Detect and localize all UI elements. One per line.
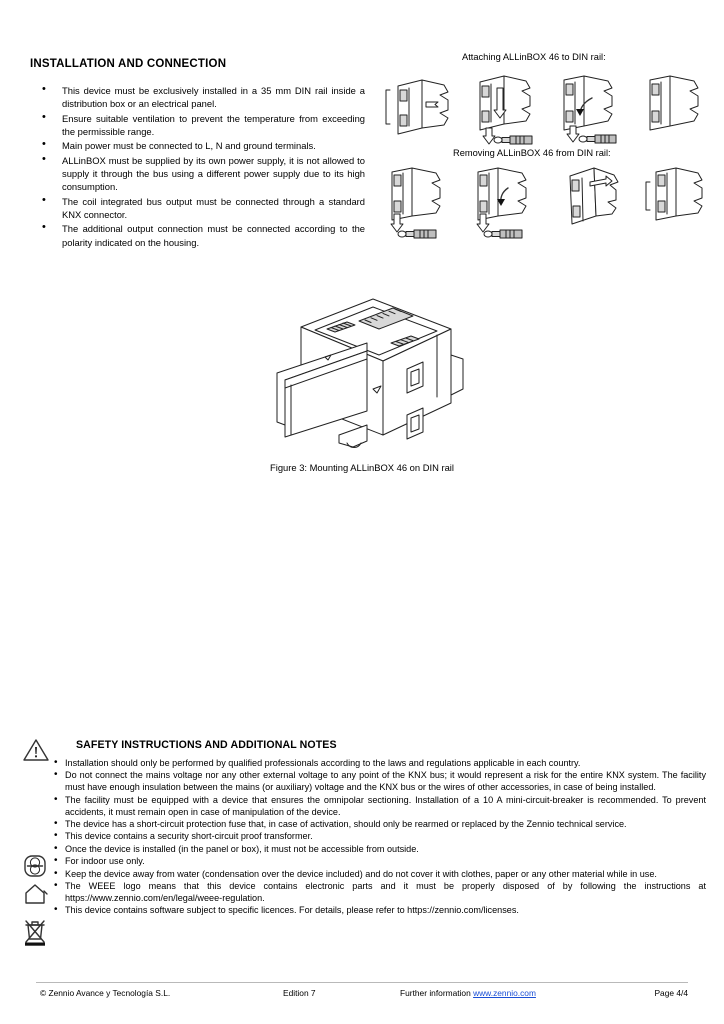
installation-bullet-list [30,84,365,250]
attach-step-3 [550,68,628,146]
list-item [54,905,706,917]
attach-step-4 [636,68,714,146]
footer-copyright: © Zennio Avance y Tecnología S.L. [40,988,171,998]
bullet-icon: • [54,830,58,842]
list-item-text: Installation should only be performed by qualified professionals according to the laws and regulations applicable in each country. [65,758,581,768]
bullet-icon: • [54,880,58,892]
list-item [54,770,706,794]
footer-further-information-label: Further information [400,988,471,998]
list-item [30,84,365,110]
list-item [54,881,706,905]
house-indoor-use-icon [22,883,48,905]
bullet-icon: • [54,867,58,879]
list-item [54,758,706,770]
attach-step-1 [378,68,456,146]
list-item-text: Once the device is installed (in the panel or box), it must not be accessible from outside. [65,843,419,854]
list-item-text: Keep the device away from water (condensation over the device included) and do not cover it with clothes, paper or any other material while in use. [65,868,657,879]
remove-step-1 [378,164,456,242]
bullet-icon: • [42,221,46,234]
bullet-icon: • [42,83,46,95]
bullet-icon: • [54,818,58,830]
bullet-icon: • [54,757,58,768]
list-item [30,139,365,152]
attach-diagram-caption: Attaching ALLinBOX 46 to DIN rail: [462,52,606,62]
list-item-text: Ensure suitable ventilation to prevent the temperature from exceeding the permissible range. [62,112,365,137]
attach-step-2 [464,68,542,146]
attach-diagram-row [378,68,718,146]
list-item-text: The coil integrated bus output must be connected through a standard KNX connector. [62,195,365,220]
footer-divider [36,982,688,983]
list-item [30,222,365,248]
list-item-text: This device must be exclusively installed in a 35 mm DIN rail inside a distribution box or an electrical panel. [62,85,365,110]
list-item [30,112,365,138]
bullet-icon: • [54,793,58,805]
footer-further-information [400,988,536,998]
safety-transformer-icon [22,854,48,878]
list-item [54,856,706,868]
din-rail-diagram-block [378,48,718,263]
list-item-text: For indoor use only. [65,856,145,867]
list-item [30,154,365,193]
list-item [54,844,706,856]
bullet-icon: • [54,842,58,854]
list-item [54,795,706,819]
bullet-icon: • [42,138,46,151]
remove-step-4 [636,164,714,242]
remove-diagram-row [378,164,718,242]
footer-edition: Edition 7 [283,988,316,998]
remove-step-2 [464,164,542,242]
footer-website-link[interactable]: www.zennio.com [473,988,536,998]
bullet-icon: • [42,152,46,165]
figure-3-device-illustration [255,285,495,465]
remove-diagram-caption: Removing ALLinBOX 46 from DIN rail: [453,148,611,158]
weee-crossed-bin-icon [22,918,48,946]
bullet-icon: • [42,110,46,123]
bullet-icon: • [54,904,58,916]
list-item-text: The WEEE logo means that this device contains electronic parts and it must be properly disposed of by following the instructions at https://www.zennio.com/en/legal/weee-regulation. [65,881,706,903]
bullet-icon: • [54,855,58,867]
list-item [30,195,365,221]
list-item-text: ALLinBOX must be supplied by its own power supply, it is not allowed to supply it through the bus using a different power supply due to its high consumption. [62,154,365,193]
page-title-installation: INSTALLATION AND CONNECTION [30,58,227,70]
list-item [54,819,706,831]
list-item [54,869,706,881]
bullet-icon: • [54,769,58,781]
list-item-text: This device contains a security short-circuit proof transformer. [65,831,313,842]
list-item [54,831,706,843]
list-item-text: Do not connect the mains voltage nor any other external voltage to any point of the KNX bus; it would represent a risk for the entire KNX system. The facility must have enough insulation between the mains (or auxiliary) voltage and the KNX bus or the wires of other accessories, in case of being installed. [65,770,706,793]
page-title-safety: SAFETY INSTRUCTIONS AND ADDITIONAL NOTES [76,739,337,751]
figure-caption: Figure 3: Mounting ALLinBOX 46 on DIN rail [270,462,454,473]
list-item-text: The additional output connection must be connected according to the polarity indicated on the housing. [62,223,365,248]
list-item-text: The facility must be equipped with a device that ensures the omnipolar sectioning. Installation of a 10 A mini-circuit-breaker is recommended. To prevent accidents, it must remain open in case of manipulation of the device. [65,794,706,817]
footer-page-number: Page 4/4 [654,988,688,998]
list-item-text: Main power must be connected to L, N and ground terminals. [62,140,316,152]
safety-bullet-list [54,758,706,918]
remove-step-3 [550,164,628,242]
safety-margin-icons [22,736,52,996]
list-item-text: The device has a short-circuit protection fuse that, in case of activation, should only be rearmed or replaced by the Zennio technical service. [65,819,627,830]
list-item-text: This device contains software subject to specific licences. For details, please refer to https://zennio.com/licenses. [65,905,519,916]
page-footer [0,988,724,1010]
bullet-icon: • [42,193,46,206]
